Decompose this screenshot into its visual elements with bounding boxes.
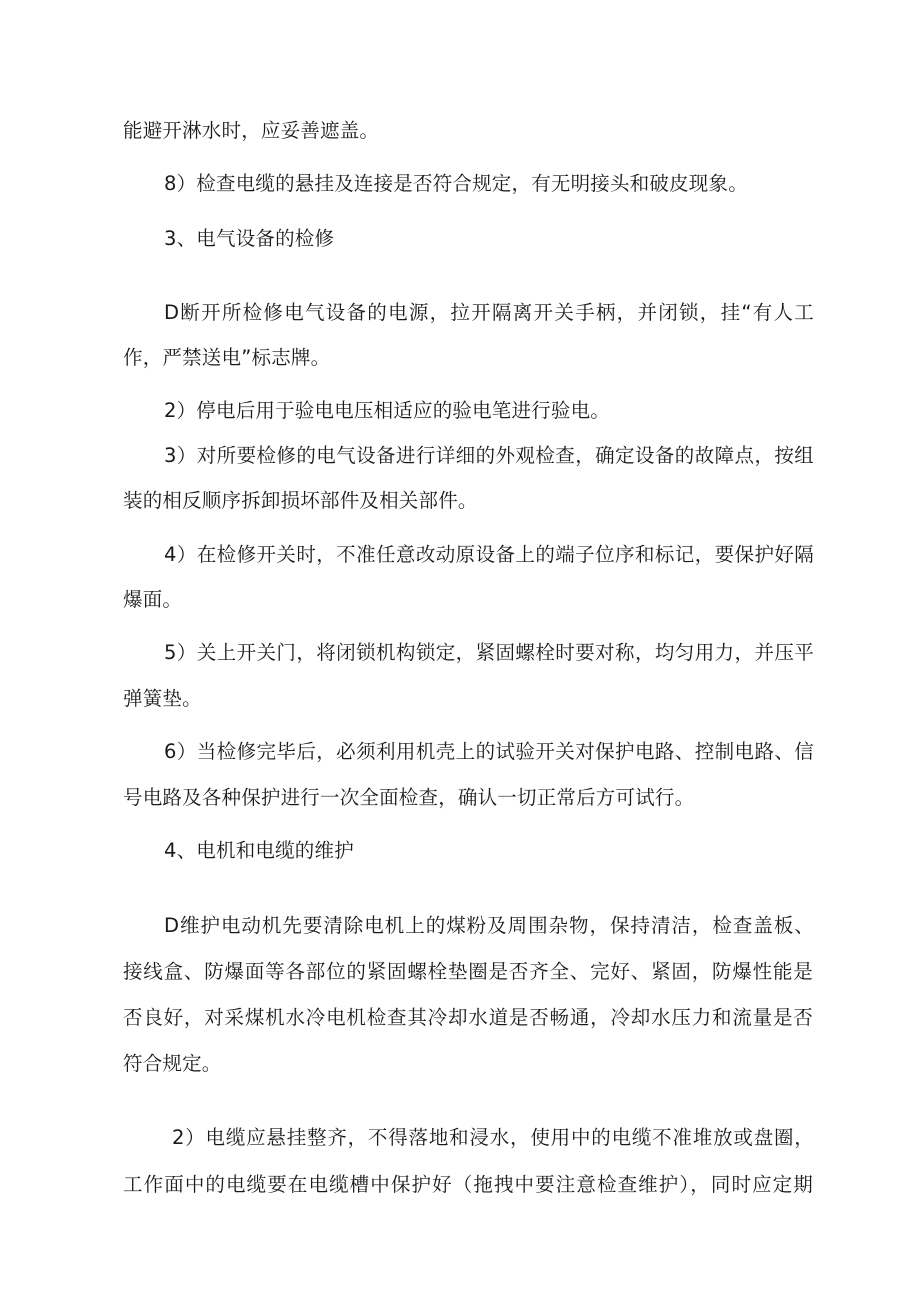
text-line: D维护电动机先要清除电机上的煤粉及周围杂物，保持清洁，检查盖板、 — [164, 914, 814, 937]
text-line: 弹簧垫。 — [123, 687, 202, 710]
text-line: 作，严禁送电”标志牌。 — [123, 346, 331, 369]
text-line: 3）对所要检修的电气设备进行详细的外观检查，确定设备的故障点，按组 — [164, 444, 814, 467]
text-line: 能避开淋水时，应妥善遮盖。 — [123, 119, 380, 142]
text-line: 2）电缆应悬挂整齐，不得落地和浸水，使用中的电缆不准堆放或盘圈， — [172, 1126, 814, 1149]
section-heading: 4、电机和电缆的维护 — [164, 839, 354, 862]
section-heading: 3、电气设备的检修 — [164, 227, 335, 250]
text-line: 5）关上开关门，将闭锁机构锁定，紧固螺栓时要对称，均匀用力，并压平 — [164, 641, 814, 664]
text-line: 接线盒、防爆面等各部位的紧固螺栓垫圈是否齐全、完好、紧固，防爆性能是 — [123, 960, 813, 983]
text-line: 否良好，对采煤机水冷电机检查其冷却水道是否畅通，冷却水压力和流量是否 — [123, 1006, 813, 1029]
text-line: 4）在检修开关时，不准任意改动原设备上的端子位序和标记，要保护好隔 — [164, 543, 814, 566]
text-line: 符合规定。 — [123, 1052, 222, 1075]
text-line: 爆面。 — [123, 588, 183, 611]
text-line: 2）停电后用于验电电压相适应的验电笔进行验电。 — [164, 399, 611, 422]
text-line: D断开所检修电气设备的电源，拉开隔离开关手柄，并闭锁，挂“有人工 — [164, 301, 814, 324]
text-line: 工作面中的电缆要在电缆槽中保护好（拖拽中要注意检查维护），同时应定期 — [123, 1173, 813, 1196]
text-line: 装的相反顺序拆卸损坏部件及相关部件。 — [123, 489, 478, 512]
text-line: 8）检查电缆的悬挂及连接是否符合规定，有无明接头和破皮现象。 — [164, 172, 748, 195]
text-line: 号电路及各种保护进行一次全面检查，确认一切正常后方可试行。 — [123, 786, 695, 809]
text-line: 6）当检修完毕后，必须利用机壳上的试验开关对保护电路、控制电路、信 — [164, 740, 814, 763]
